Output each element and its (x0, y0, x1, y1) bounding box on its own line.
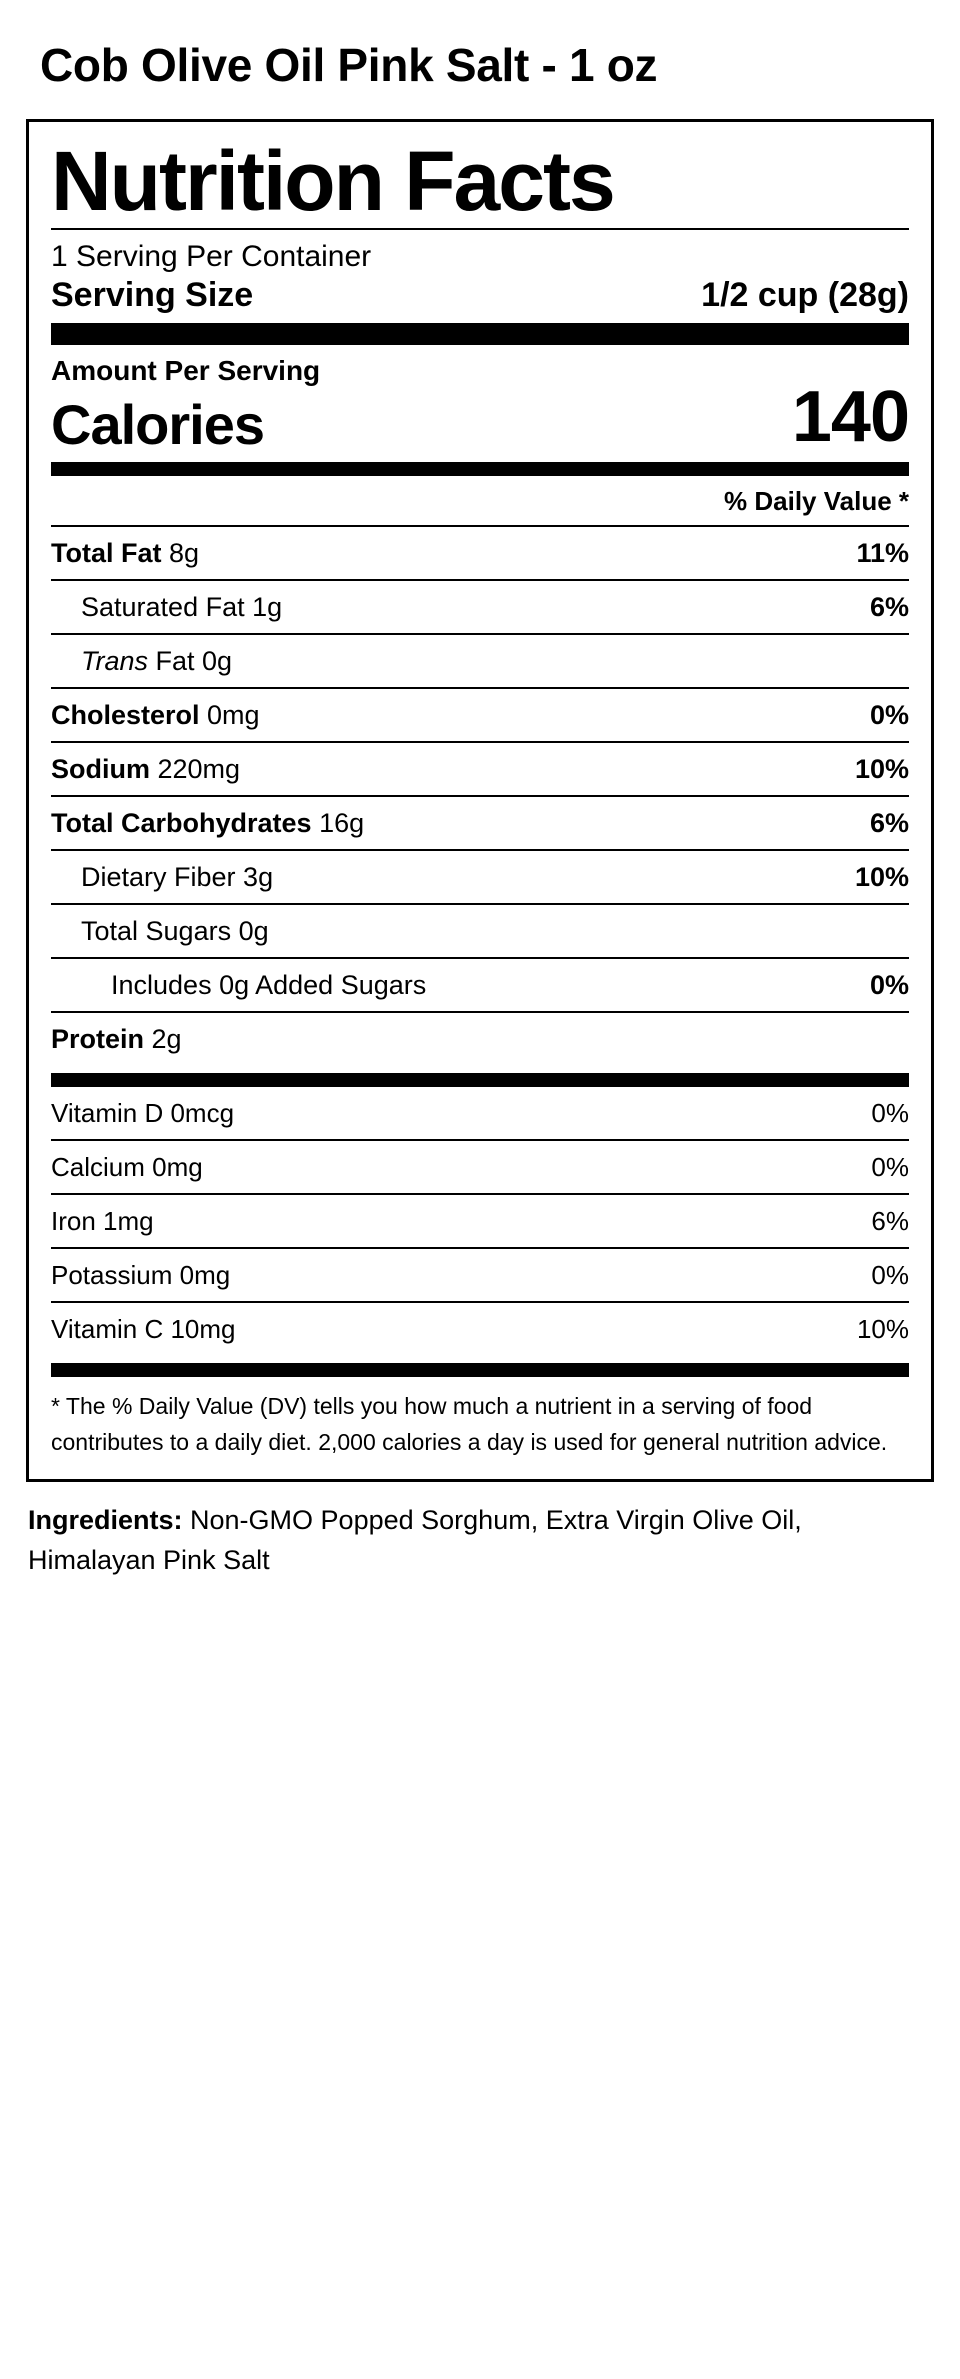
divider-under-heading (51, 228, 909, 230)
ingredients-text: Non-GMO Popped Sorghum, Extra Virgin Olive Oil, Himalayan Pink Salt (28, 1504, 802, 1576)
nutrition-facts-panel (26, 119, 934, 1482)
vitamin-name: Vitamin D 0mcg (51, 1098, 235, 1129)
divider-thick-under-calories (51, 462, 909, 476)
vitamin-name: Potassium 0mg (51, 1260, 231, 1291)
nutrient-amount: 3g (235, 862, 274, 893)
nutrient-name: Protein (51, 1024, 145, 1055)
nutrient-amount: 8g (161, 538, 200, 569)
calories-label: Calories (51, 392, 264, 456)
nutrient-row (51, 633, 909, 687)
nutrient-row (51, 795, 909, 849)
nutrient-row (51, 849, 909, 903)
nutrient-label (51, 646, 232, 677)
nutrient-row (51, 957, 909, 1011)
divider-thick-under-vitamins (51, 1363, 909, 1377)
nutrient-daily-value: 10% (854, 754, 909, 785)
calories-row (51, 376, 909, 457)
nutrition-facts-heading: Nutrition Facts (51, 133, 614, 228)
nutrient-amount: 16g (311, 808, 365, 839)
nutrient-label (51, 1024, 182, 1055)
vitamin-name: Iron 1mg (51, 1206, 154, 1237)
nutrient-name: Includes (111, 970, 212, 1001)
vitamin-row (51, 1139, 909, 1193)
divider-thick-top (51, 323, 909, 345)
serving-size-value: 1/2 cup (28g) (701, 275, 909, 314)
nutrient-daily-value: 11% (856, 538, 909, 569)
vitamin-name: Calcium 0mg (51, 1152, 203, 1183)
daily-value-footnote: * The % Daily Value (DV) tells you how much a nutrient in a serving of food contributes to a daily diet. 2,000 calories a day is used for general nutrition advice. (51, 1393, 888, 1455)
nutrient-amount: 220mg (150, 754, 241, 785)
nutrient-rows (51, 525, 909, 1065)
nutrient-name: Cholesterol (51, 700, 200, 731)
nutrient-daily-value: 6% (869, 808, 909, 839)
nutrient-name: Sodium (51, 754, 150, 785)
servings-per-container: 1 Serving Per Container (51, 239, 372, 273)
nutrient-daily-value: 0% (869, 970, 909, 1001)
serving-size-label: Serving Size (51, 275, 254, 314)
nutrient-row (51, 687, 909, 741)
calories-value: 140 (791, 376, 909, 457)
vitamin-row (51, 1087, 909, 1139)
nutrient-row (51, 903, 909, 957)
page-title: Cob Olive Oil Pink Salt - 1 oz (40, 39, 658, 91)
ingredients-section (28, 1500, 932, 1581)
nutrient-name: Total Sugars (81, 916, 232, 947)
vitamin-rows (51, 1087, 909, 1355)
daily-value-header: % Daily Value * (724, 486, 909, 517)
nutrient-label (51, 700, 260, 731)
nutrient-label (51, 592, 282, 623)
nutrient-name: Total Carbohydrates (51, 808, 312, 839)
vitamin-row (51, 1247, 909, 1301)
nutrient-row (51, 579, 909, 633)
nutrient-label (51, 754, 240, 785)
nutrient-name: Trans (81, 646, 149, 677)
vitamin-row (51, 1301, 909, 1355)
vitamin-daily-value: 10% (856, 1314, 909, 1345)
nutrient-label (51, 916, 269, 947)
nutrient-daily-value: 10% (854, 862, 909, 893)
amount-per-serving-label: Amount Per Serving (51, 354, 321, 386)
serving-size-row (51, 276, 909, 315)
nutrient-name: Dietary Fiber (81, 862, 236, 893)
nutrient-daily-value: 6% (869, 592, 909, 623)
nutrient-amount: 0g (231, 916, 269, 947)
ingredients-label: Ingredients: (28, 1504, 183, 1535)
nutrient-amount: 2g (144, 1024, 182, 1055)
nutrient-label (51, 862, 273, 893)
nutrient-label (51, 538, 199, 569)
vitamin-daily-value: 0% (871, 1152, 909, 1183)
vitamin-daily-value: 0% (871, 1098, 909, 1129)
nutrient-amount: 0g Added Sugars (211, 970, 427, 1001)
nutrient-row (51, 741, 909, 795)
vitamin-row (51, 1193, 909, 1247)
nutrient-row (51, 1011, 909, 1065)
vitamin-daily-value: 6% (871, 1206, 909, 1237)
vitamin-name: Vitamin C 10mg (51, 1314, 236, 1345)
nutrient-label (51, 808, 364, 839)
nutrient-row (51, 525, 909, 579)
divider-thick-under-protein (51, 1073, 909, 1087)
nutrient-name: Total Fat (51, 538, 162, 569)
nutrient-daily-value: 0% (869, 700, 909, 731)
vitamin-daily-value: 0% (871, 1260, 909, 1291)
nutrient-label (51, 970, 426, 1001)
nutrient-amount: Fat 0g (148, 646, 233, 677)
nutrient-amount: 0mg (199, 700, 260, 731)
nutrient-name: Saturated Fat (81, 592, 245, 623)
nutrient-amount: 1g (244, 592, 283, 623)
